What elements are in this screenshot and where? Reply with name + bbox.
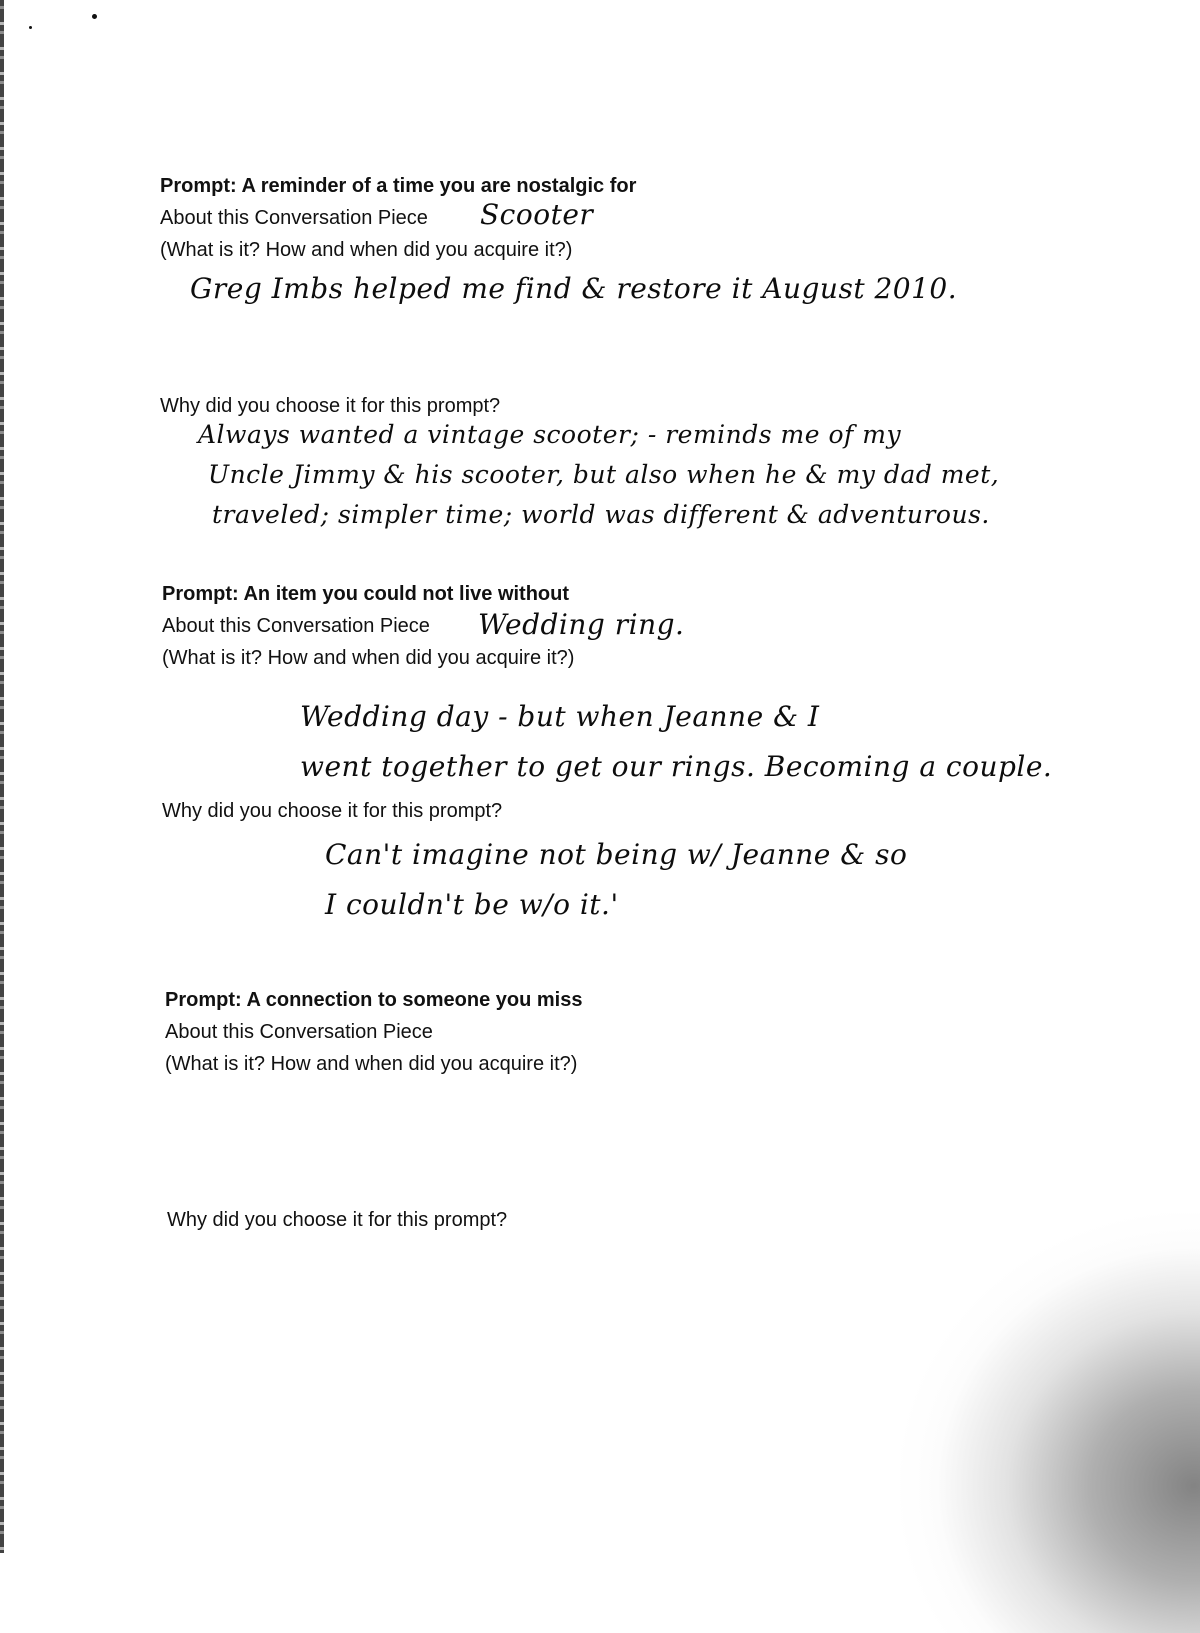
- handwritten-what-answer-line: Wedding day - but when Jeanne & I: [300, 700, 820, 733]
- handwritten-why-answer-line: traveled; simpler time; world was different & adventurous.: [212, 500, 990, 529]
- handwritten-why-answer-line: Uncle Jimmy & his scooter, but also when he & my dad met,: [208, 460, 1000, 489]
- section-2-why: [162, 795, 502, 827]
- why-label: Why did you choose it for this prompt?: [167, 1209, 508, 1231]
- handwritten-what-answer-line: went together to get our rings. Becoming a couple.: [300, 750, 1053, 783]
- prompt-heading: Prompt: An item you could not live without: [162, 583, 570, 605]
- about-label: About this Conversation Piece: [165, 1021, 433, 1043]
- handwritten-what-answer: Greg Imbs helped me find & restore it August 2010.: [190, 272, 958, 305]
- why-label: Why did you choose it for this prompt?: [162, 800, 503, 822]
- handwritten-why-answer-line: Can't imagine not being w/ Jeanne & so: [325, 838, 908, 871]
- section-3-header: [165, 984, 582, 1080]
- what-label: (What is it? How and when did you acquire it?): [165, 1053, 578, 1075]
- scan-speck: [92, 14, 97, 19]
- handwritten-about-answer: Wedding ring.: [478, 608, 685, 641]
- handwritten-why-answer-line: Always wanted a vintage scooter; - reminds me of my: [198, 420, 902, 449]
- scan-smudge: [900, 1213, 1200, 1633]
- section-3-why: [167, 1204, 507, 1236]
- scan-edge-shadow: [0, 0, 4, 1553]
- section-1-why: [160, 390, 500, 422]
- about-label: About this Conversation Piece: [160, 207, 428, 229]
- what-label: (What is it? How and when did you acquire it?): [160, 239, 573, 261]
- why-label: Why did you choose it for this prompt?: [160, 395, 501, 417]
- handwritten-why-answer-line: I couldn't be w/o it.': [325, 888, 619, 921]
- scan-speck: [29, 26, 32, 29]
- about-label: About this Conversation Piece: [162, 615, 430, 637]
- handwritten-about-answer: Scooter: [480, 198, 594, 231]
- prompt-heading: Prompt: A reminder of a time you are nostalgic for: [160, 175, 637, 197]
- prompt-heading: Prompt: A connection to someone you miss: [165, 989, 583, 1011]
- what-label: (What is it? How and when did you acquire it?): [162, 647, 575, 669]
